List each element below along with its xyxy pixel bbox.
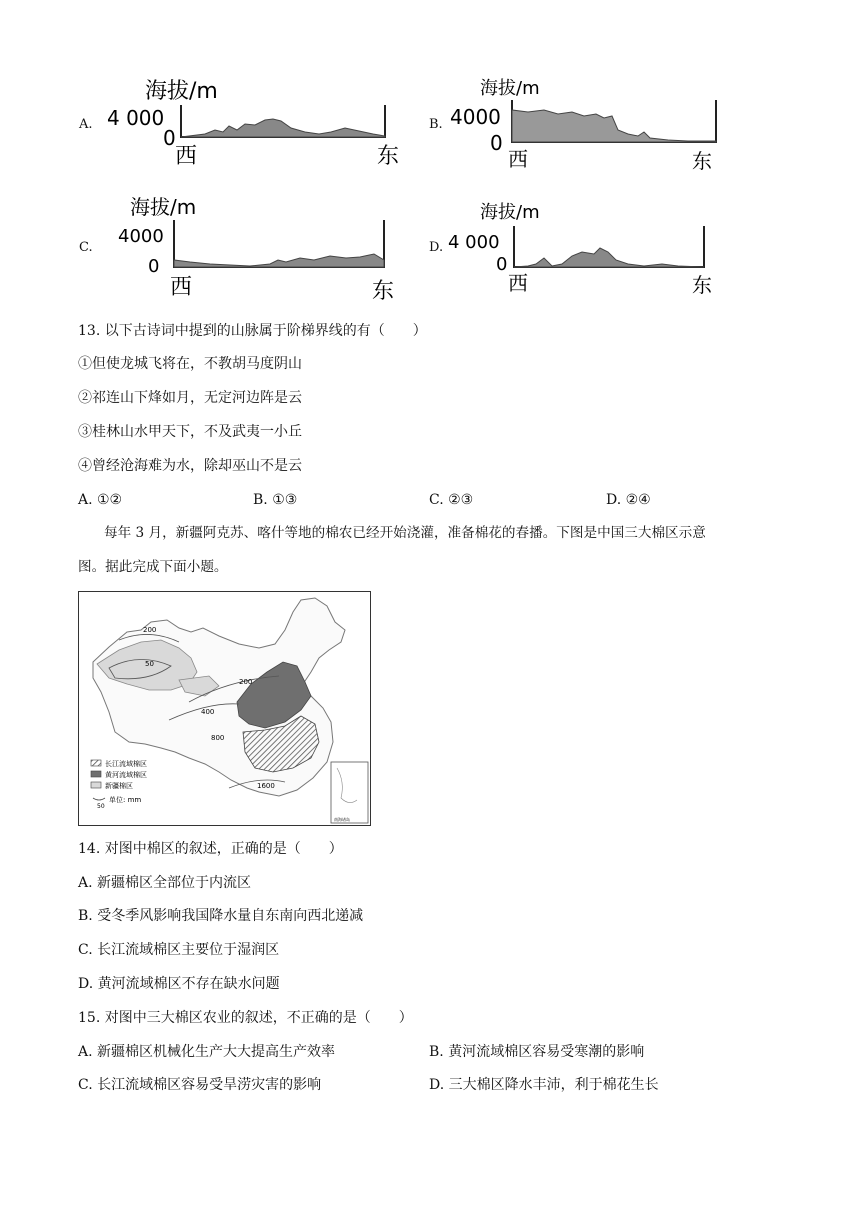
question-15-option-c: C. 长江流域棉区容易受旱涝灾害的影响 xyxy=(78,1077,322,1093)
profile-tick-zero: 0 xyxy=(148,256,160,277)
option-label-b: B. xyxy=(429,117,443,132)
profile-east: 东 xyxy=(692,149,712,173)
legend-unit: 单位: mm xyxy=(109,796,142,804)
profile-east: 东 xyxy=(372,279,395,304)
legend-swatch-xinjiang xyxy=(91,782,101,788)
map-drawing xyxy=(79,592,370,825)
legend-xinjiang: 新疆棉区 xyxy=(105,782,133,790)
legend-swatch-yangtze xyxy=(91,760,101,766)
isoline-label: 1600 xyxy=(257,782,275,790)
profile-chart-a xyxy=(105,70,400,170)
option-label-d: D. xyxy=(429,240,444,255)
isoline-label: 50 xyxy=(145,660,154,668)
terrain-profile xyxy=(174,254,384,267)
profile-chart-c xyxy=(100,190,400,302)
terrain-profile xyxy=(512,110,716,142)
question-13-option-b: B. ①③ xyxy=(253,492,298,508)
question-13-item: ①但使龙城飞将在，不教胡马度阴山 xyxy=(78,356,302,372)
option-label-c: C. xyxy=(79,240,93,255)
profile-chart-d xyxy=(448,190,728,298)
profile-tick-top: 4 000 xyxy=(107,106,165,130)
question-14-stem: 14. 对图中棉区的叙述，正确的是（ ） xyxy=(78,841,343,857)
question-13-stem: 13. 以下古诗词中提到的山脉属于阶梯界线的有（ ） xyxy=(78,323,427,339)
intro-paragraph: 每年 3 月，新疆阿克苏、喀什等地的棉农已经开始浇灌，准备棉花的春播。下图是中国三大棉区示意 xyxy=(104,525,706,541)
profile-tick-zero: 0 xyxy=(490,131,503,155)
profile-east: 东 xyxy=(692,273,712,297)
question-13-item: ③桂林山水甲天下，不及武夷一小丘 xyxy=(78,424,302,440)
south-china-sea-inset xyxy=(331,762,368,823)
isoline-label: 200 xyxy=(143,626,157,634)
profile-west: 西 xyxy=(170,275,193,300)
inset-label: 南海诸岛 xyxy=(334,817,350,822)
isoline-label: 400 xyxy=(201,708,215,716)
legend-yangtze: 长江流域棉区 xyxy=(105,760,147,768)
option-label-a: A. xyxy=(79,117,93,132)
profile-ylabel: 海拔/m xyxy=(480,202,540,223)
terrain-profile xyxy=(514,248,704,267)
question-15-option-a: A. 新疆棉区机械化生产大大提高生产效率 xyxy=(78,1044,336,1060)
question-13-option-d: D. ②④ xyxy=(606,492,651,508)
profile-west: 西 xyxy=(508,147,528,171)
legend-swatch-yellow xyxy=(91,771,101,777)
question-14-option-a: A. 新疆棉区全部位于内流区 xyxy=(78,875,252,891)
question-13-item: ④曾经沧海难为水，除却巫山不是云 xyxy=(78,458,302,474)
profile-tick-top: 4000 xyxy=(450,105,501,129)
profile-tick-top: 4 000 xyxy=(448,232,500,253)
question-14-option-c: C. 长江流域棉区主要位于湿润区 xyxy=(78,942,280,958)
china-cotton-map xyxy=(78,591,371,826)
legend-unit-value: 50 xyxy=(97,803,105,810)
profile-east: 东 xyxy=(377,144,400,169)
question-15-option-d: D. 三大棉区降水丰沛，利于棉花生长 xyxy=(429,1077,659,1093)
question-14-option-d: D. 黄河流域棉区不存在缺水问题 xyxy=(78,976,280,992)
profile-ylabel: 海拔/m xyxy=(145,79,218,104)
isoline-label: 800 xyxy=(211,734,225,742)
profile-ylabel: 海拔/m xyxy=(480,78,540,99)
legend-yellow: 黄河流域棉区 xyxy=(105,771,147,779)
intro-paragraph-cont: 图。据此完成下面小题。 xyxy=(78,559,228,575)
profile-tick-top: 4000 xyxy=(118,226,164,247)
profile-tick-zero: 0 xyxy=(163,126,176,150)
profile-ylabel: 海拔/m xyxy=(130,195,197,219)
profile-west: 西 xyxy=(175,144,198,169)
terrain-profile xyxy=(181,119,385,137)
question-15-stem: 15. 对图中三大棉区农业的叙述，不正确的是（ ） xyxy=(78,1010,413,1026)
profile-chart-b xyxy=(448,70,728,172)
question-13-option-c: C. ②③ xyxy=(429,492,474,508)
question-14-option-b: B. 受冬季风影响我国降水量自东南向西北递减 xyxy=(78,908,364,924)
profile-tick-zero: 0 xyxy=(496,254,508,275)
question-13-item: ②祁连山下烽如月，无定河边阵是云 xyxy=(78,390,302,406)
profile-west: 西 xyxy=(508,271,528,295)
isoline-label: 200 xyxy=(239,678,253,686)
question-13-option-a: A. ①② xyxy=(78,492,123,508)
question-15-option-b: B. 黄河流域棉区容易受寒潮的影响 xyxy=(429,1044,645,1060)
